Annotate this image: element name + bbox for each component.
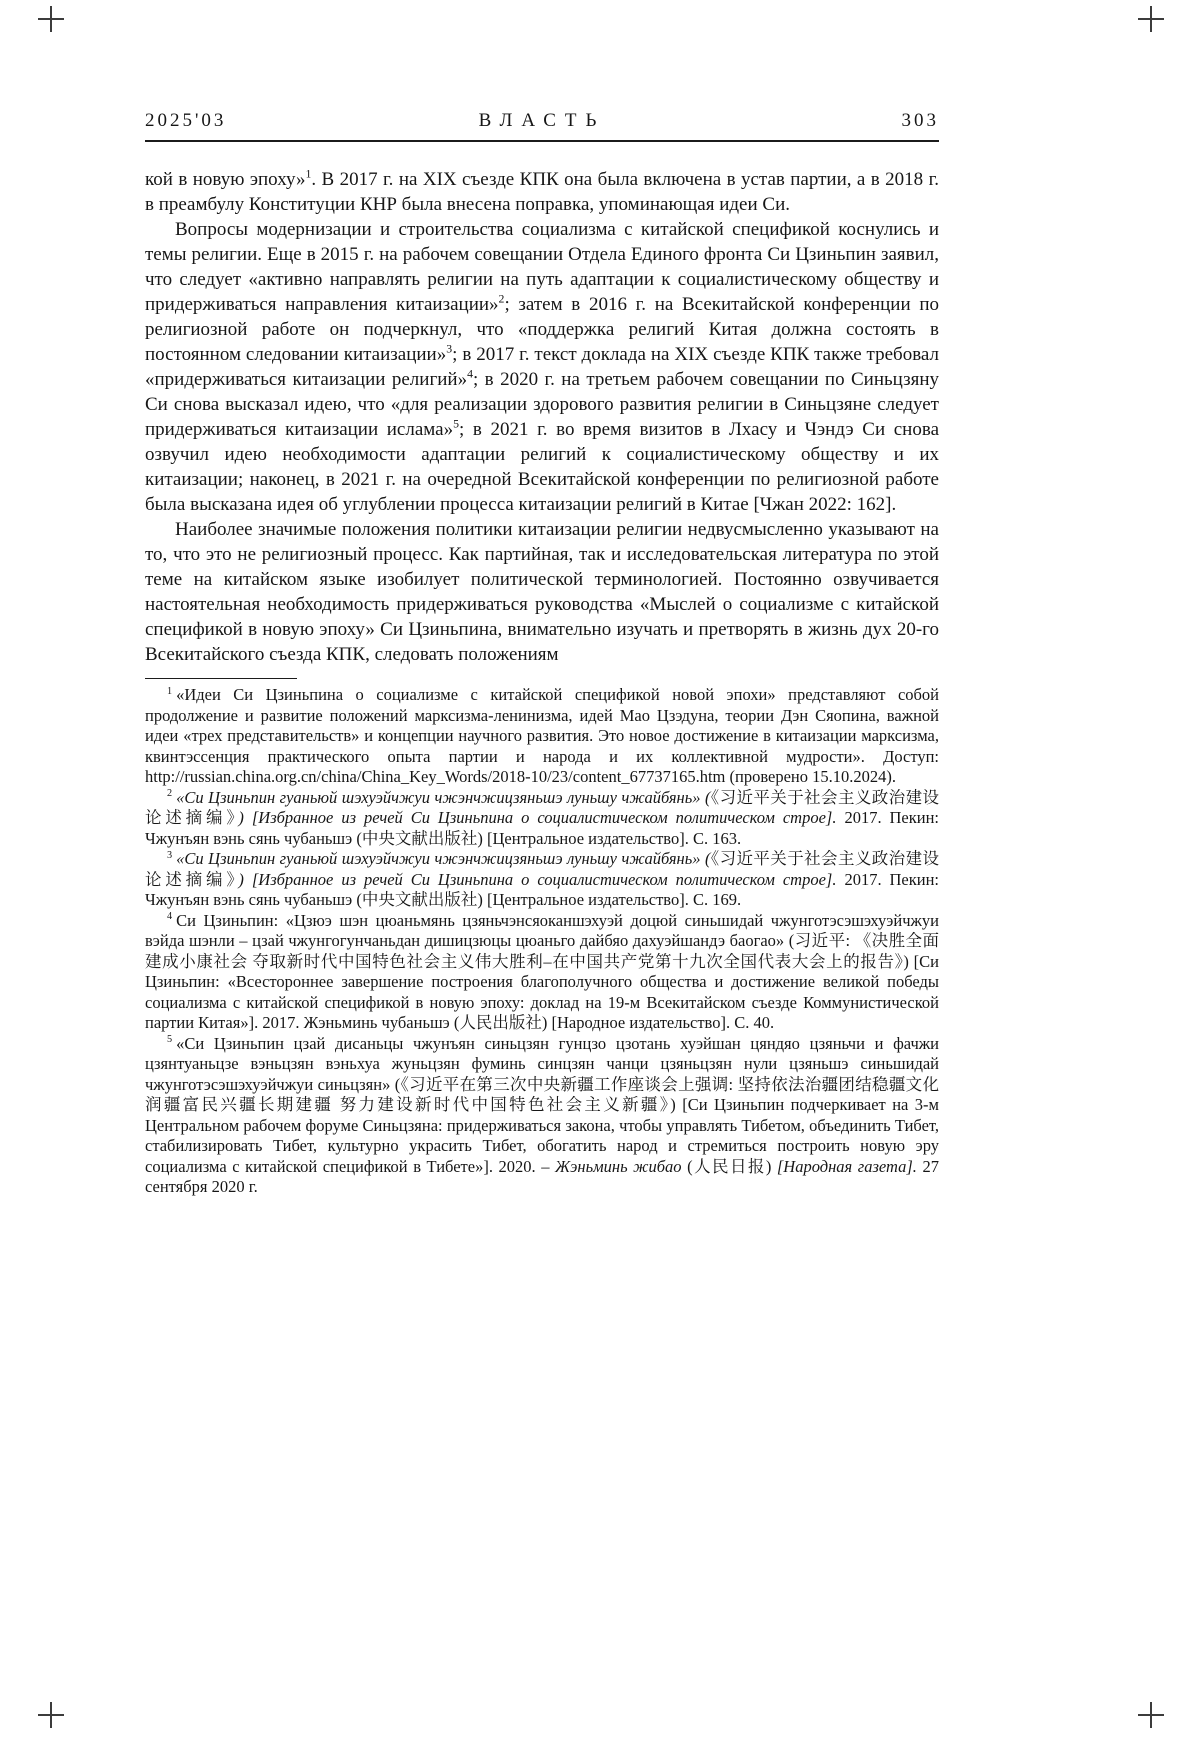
body-paragraph-3 [145, 517, 939, 667]
footnote-ref-4: 4 [467, 367, 473, 381]
footnote-ref-1: 1 [305, 167, 312, 181]
text-run: Наиболее значимые положения политики китаизации религии недвусмысленно указывают на то, что это не религиозный процесс. Как партийная, так и исследовательская литература по этой теме на китайском языке изобилует политической терминологией. Постоянно озвучивается настоятельная необходимость придерживаться руководства «Мыслей о социализме с китайской спецификой в новую эпоху» Си Цзиньпина, внимательно изучать и претворять в жизнь дух 20-го Всекитайского съезда КПК, следовать положениям [145, 519, 939, 665]
footnote-separator-rule [145, 678, 297, 679]
footnote-1 [145, 685, 939, 788]
text-run: 2017. Пекин: Чжунъян вэнь сянь чубаньшэ (中央文献出版社) [Центральное издательство]. С. 169. [145, 869, 940, 909]
crop-mark-top-left [38, 6, 64, 32]
article-body [145, 167, 939, 667]
body-paragraph-2 [145, 217, 939, 517]
issue-label: 2025'03 [145, 110, 227, 131]
text-run: . В 2017 г. на XIX съезде КПК она была включена в устав партии, а в 2018 г. в преамбулу Конституции КНР была внесена поправка, упоминающая идеи Си. [145, 169, 939, 215]
footnote-number: 4 [167, 911, 173, 922]
text-run: ) [Избранное из речей Си Цзиньпина о социалистическом политическом строе]. [238, 808, 837, 827]
text-run: Жэньминь жибао [555, 1156, 682, 1176]
footnote-ref-5: 5 [453, 417, 460, 431]
footnote-number: 3 [167, 849, 173, 861]
text-run: 2017. Пекин: Чжунъян вэнь сянь чубаньшэ (中央文献出版社) [Центральное издательство]. С. 163. [145, 808, 940, 848]
footnote-ref-2: 2 [498, 292, 505, 306]
text-run: ; в 2021 г. во время визитов в Лхасу и Чэндэ Си снова озвучил идею необходимости адаптации религий к социалистическому обществу и их китаизации; наконец, в 2021 г. на очередной Всекитайской конференции по религиозной работе была высказана идея об углублении процесса китаизации религий в Китае [Чжан 2022: 162]. [145, 419, 940, 515]
footnote-number: 1 [167, 685, 173, 697]
text-run: ; затем в 2016 г. на Всекитайской конференции по религиозной работе он подчеркнул, что «поддержка религий Китая должна состоять в постоянном следовании китаизации» [145, 294, 939, 365]
running-header [145, 110, 939, 132]
text-run: «Си Цзиньпин цзай дисаньцы чжунъян синьцзян гунцзо цзотань хуэйшан цяндяо цзяньчи и фачжи цзянтуаньцзе вэньцзян вэньхуа жуньцзян фуминь синцзян чанци цзяньцзян нули цзяньшэ синьшидай чжунготэсэшэхуэйчжуи синьцзян» (《习近平在第三次中央新疆工作座谈会上强调: 坚持依法治疆团结稳疆文化润疆富民兴疆长期建疆 努力建设新时代中国特色社会主义新疆》) [Си Цзиньпин подчеркивает на 3-м Центральном рабочем форуме Синьцзяна: придерживаться закона, чтобы управлять Тибетом, объединить Тибет, стабилизировать Тибет, культурно украсить Тибет, обогатить народ и стремиться построить новую эру социализма с китайской спецификой в Тибете»]. 2020. – [145, 1033, 939, 1176]
page-number: 303 [901, 110, 939, 131]
text-run: ; в 2020 г. на третьем рабочем совещании по Синьцзяну Си снова высказал идею, что «для реализации здорового развития религии в Синьцзяне следует придерживаться китаизации ислама» [145, 369, 939, 440]
text-run: 27 сентября 2020 г. [145, 1156, 939, 1196]
text-run: «Идеи Си Цзиньпина о социализме с китайской спецификой новой эпохи» представляют собой продолжение и развитие положений марксизма-ленинизма, идей Мао Цзэдуна, теории Дэн Сяопина, важной идеи «трех представительств» и концепции научного развития. Это новое достижение в китаизации марксизма, квинтэссенция практического опыта партии и народа и их коллективной мудрости». Доступ: http://russian.china.org.cn/china/China_Key_Words/2018-10/23/content_67737165.htm (проверено 15.10.2024). [145, 685, 939, 786]
text-run: «Си Цзиньпин гуаньюй шэхуэйчжуи чжэнчжицзяньшэ луньшу чжайбянь» ( [176, 787, 711, 807]
text-run-cjk: 《习近平关于社会主义政治建设论述摘编》 [145, 787, 940, 827]
footnote-ref-3: 3 [446, 342, 453, 356]
footnote-number: 5 [167, 1034, 173, 1045]
footnote-number: 2 [167, 788, 173, 799]
journal-title: ВЛАСТЬ [478, 110, 606, 131]
text-run: «Си Цзиньпин гуаньюй шэхуэйчжуи чжэнчжицзяньшэ луньшу чжайбянь» ( [176, 849, 711, 868]
footnote-2 [145, 788, 939, 850]
text-run: кой в новую эпоху» [145, 169, 306, 190]
text-run: Вопросы модернизации и строительства социализма с китайской спецификой коснулись и темы религии. Еще в 2015 г. на рабочем совещании Отдела Единого фронта Си Цзиньпин заявил, что следует «активно направлять религии на путь адаптации к социалистическому обществу и придерживаться направления китаизации» [145, 219, 939, 315]
page-content [145, 110, 939, 1198]
crop-mark-top-right [1138, 6, 1164, 32]
footnote-3 [145, 849, 939, 911]
crop-mark-bottom-left [38, 1702, 64, 1728]
text-run-cjk: (人民日报) [681, 1156, 777, 1176]
header-rule [145, 140, 939, 142]
text-run: Си Цзиньпин: «Цзюэ шэн цюаньмянь цзяньчэнсяоканшэхуэй доцюй синьшидай чжунготэсэшэхуэйчжуи вэйда шэнли – цзай чжунгогунчаньдан дишицзюцы цюаньго дайбяо дахуэйшандэ баогао» (习近平: 《决胜全面建成小康社会 夺取新时代中国特色社会主义伟大胜利–在中国共产党第十九次全国代表大会上的报告》) [Си Цзиньпин: «Всестороннее завершение построения благополучного общества и достижение великой победы социализма с китайской спецификой в новую эпоху: доклад на 19-м Всекитайском съезде Коммунистической партии Китая»]. 2017. Жэньминь чубаньшэ (人民出版社) [Народное издательство]. С. 40. [145, 910, 939, 1032]
footnote-4 [145, 911, 939, 1034]
footnote-5 [145, 1034, 939, 1198]
text-run: [Народная газета]. [776, 1156, 917, 1176]
text-run: ) [Избранное из речей Си Цзиньпина о социалистическом политическом строе]. [238, 869, 837, 889]
text-run: ; в 2017 г. текст доклада на XIX съезде КПК также требовал «придерживаться китаизации религий» [145, 344, 939, 390]
body-paragraph-1 [145, 167, 939, 217]
footnotes-section [145, 685, 939, 1198]
crop-mark-bottom-right [1138, 1702, 1164, 1728]
text-run-cjk: 《习近平关于社会主义政治建设论述摘编》 [145, 849, 940, 889]
